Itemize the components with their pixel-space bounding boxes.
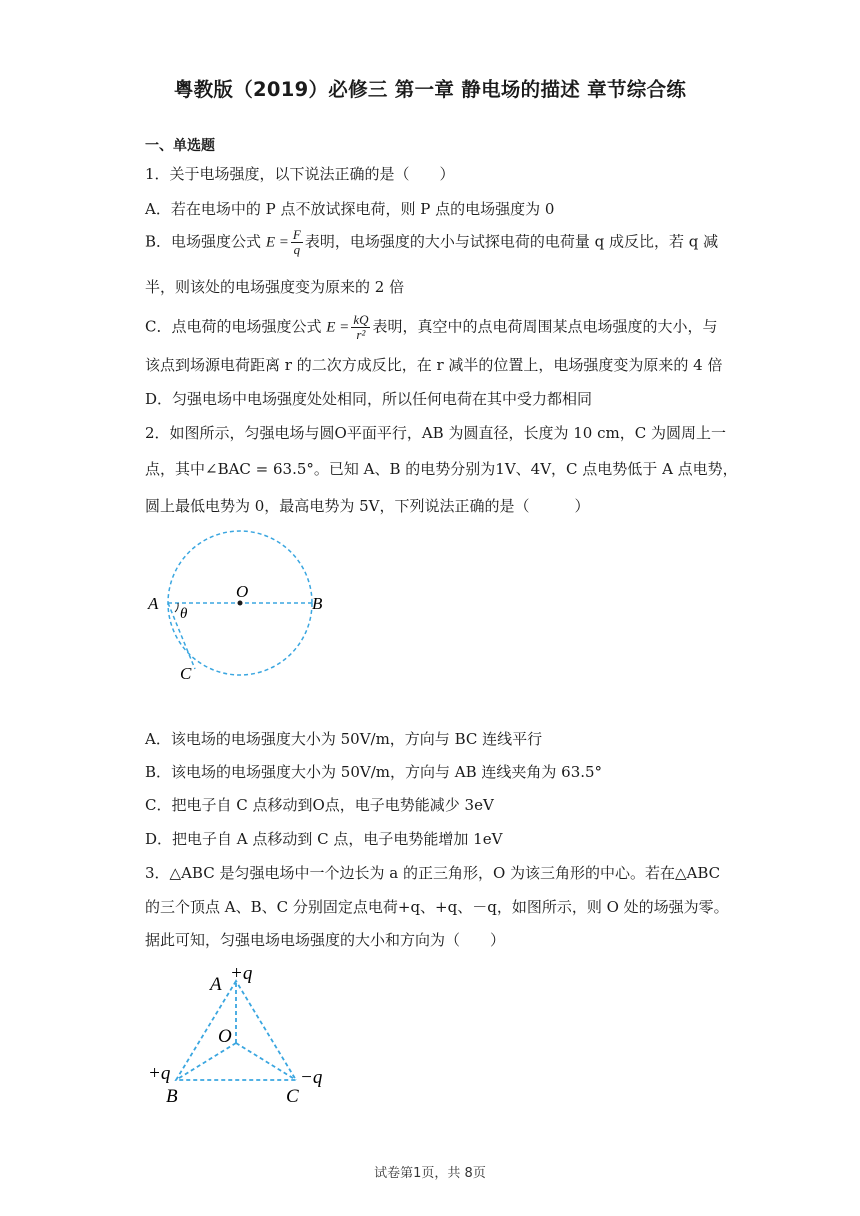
q2-center-dot: [238, 601, 243, 606]
q3-line-oc: [236, 1043, 296, 1080]
q1-option-b: [145, 228, 718, 257]
q1-option-d: D．匀强电场中电场强度处处相同，所以任何电荷在其中受力都相同: [145, 390, 593, 408]
q1-b-equation: E =: [265, 234, 289, 251]
q1-option-c-cont: 该点到场源电荷距离 r 的二次方成反比，在 r 减半的位置上，电场强度变为原来的 4 倍: [145, 356, 723, 374]
q1-c-equation: E =: [326, 319, 350, 336]
page-title: 粤教版（2019）必修三 第一章 静电场的描述 章节综合练: [173, 78, 687, 101]
q3-line-ob: [176, 1043, 236, 1080]
q2-label-theta: θ: [180, 606, 188, 622]
q2-option-c: C．把电子自 C 点移动到O点，电子电势能减少 3eV: [145, 796, 494, 814]
q3-label-a: A: [210, 974, 222, 995]
q1-option-b-cont: 半，则该处的电场强度变为原来的 2 倍: [145, 278, 405, 296]
q3-stem-line2: 的三个顶点 A、B、C 分别固定点电荷+q、+q、－q，如图所示，则 O 处的场强为零。: [145, 898, 729, 916]
q1-c-suffix: 表明，真空中的点电荷周围某点电场强度的大小，与: [372, 317, 718, 336]
q1-c-fraction: [351, 313, 370, 342]
q3-charge-b: +q: [148, 1063, 171, 1084]
q2-option-a: A．该电场的电场强度大小为 50V/m，方向与 BC 连线平行: [145, 730, 543, 748]
q2-label-o: O: [236, 582, 249, 601]
q3-charge-a: +q: [230, 963, 253, 984]
q1-c-numerator: kQ: [353, 312, 369, 327]
q3-label-b: B: [166, 1086, 178, 1107]
q3-stem-line1: 3．△ABC 是匀强电场中一个边长为 a 的正三角形，O 为该三角形的中心。若在△ABC: [145, 864, 721, 882]
q2-label-c: C: [180, 664, 192, 683]
q3-label-c: C: [286, 1086, 299, 1107]
q2-option-d: D．把电子自 A 点移动到 C 点，电子电势能增加 1eV: [145, 830, 503, 848]
q2-option-b: B．该电场的电场强度大小为 50V/m，方向与 AB 连线夹角为 63.5°: [145, 763, 603, 781]
q2-label-b: B: [312, 594, 323, 613]
q2-figure-circle: [140, 525, 340, 690]
q3-triangle: [176, 981, 296, 1080]
q3-charge-c: −q: [300, 1067, 323, 1088]
q2-stem-line2: 点，其中∠BAC = 63.5°。已知 A、B 的电势分别为1V、4V，C 点电势低于 A 点电势，: [145, 460, 738, 478]
q1-option-c: [145, 313, 718, 342]
q3-stem-line3: 据此可知，匀强电场电场强度的大小和方向为（ ）: [145, 931, 506, 949]
q1-b-prefix: B．电场强度公式: [145, 232, 262, 251]
q2-stem-line3: 圆上最低电势为 0，最高电势为 5V，下列说法正确的是（ ）: [145, 497, 590, 515]
q2-angle-arc: [175, 603, 178, 612]
q1-c-prefix: C．点电荷的电场强度公式: [145, 317, 322, 336]
q1-b-fraction: [291, 228, 303, 257]
q2-stem-line1: 2．如图所示，匀强电场与圆O平面平行，AB 为圆直径，长度为 10 cm，C 为圆周上一: [145, 424, 726, 442]
q2-label-a: A: [148, 594, 159, 613]
q3-label-o: O: [218, 1026, 232, 1047]
q1-stem: 1．关于电场强度，以下说法正确的是（ ）: [145, 165, 455, 183]
q1-b-suffix: 表明，电场强度的大小与试探电荷的电荷量 q 成反比，若 q 减: [304, 232, 719, 251]
section-heading: 一、单选题: [145, 138, 215, 154]
q1-b-numerator: F: [292, 227, 301, 242]
q1-b-denominator: q: [293, 242, 301, 257]
q3-figure-triangle: [140, 955, 350, 1110]
page-footer: 试卷第1页，共 8页: [374, 1166, 486, 1181]
q1-option-a: A．若在电场中的 P 点不放试探电荷，则 P 点的电场强度为 0: [145, 200, 555, 218]
q1-c-denominator: r²: [356, 327, 366, 342]
